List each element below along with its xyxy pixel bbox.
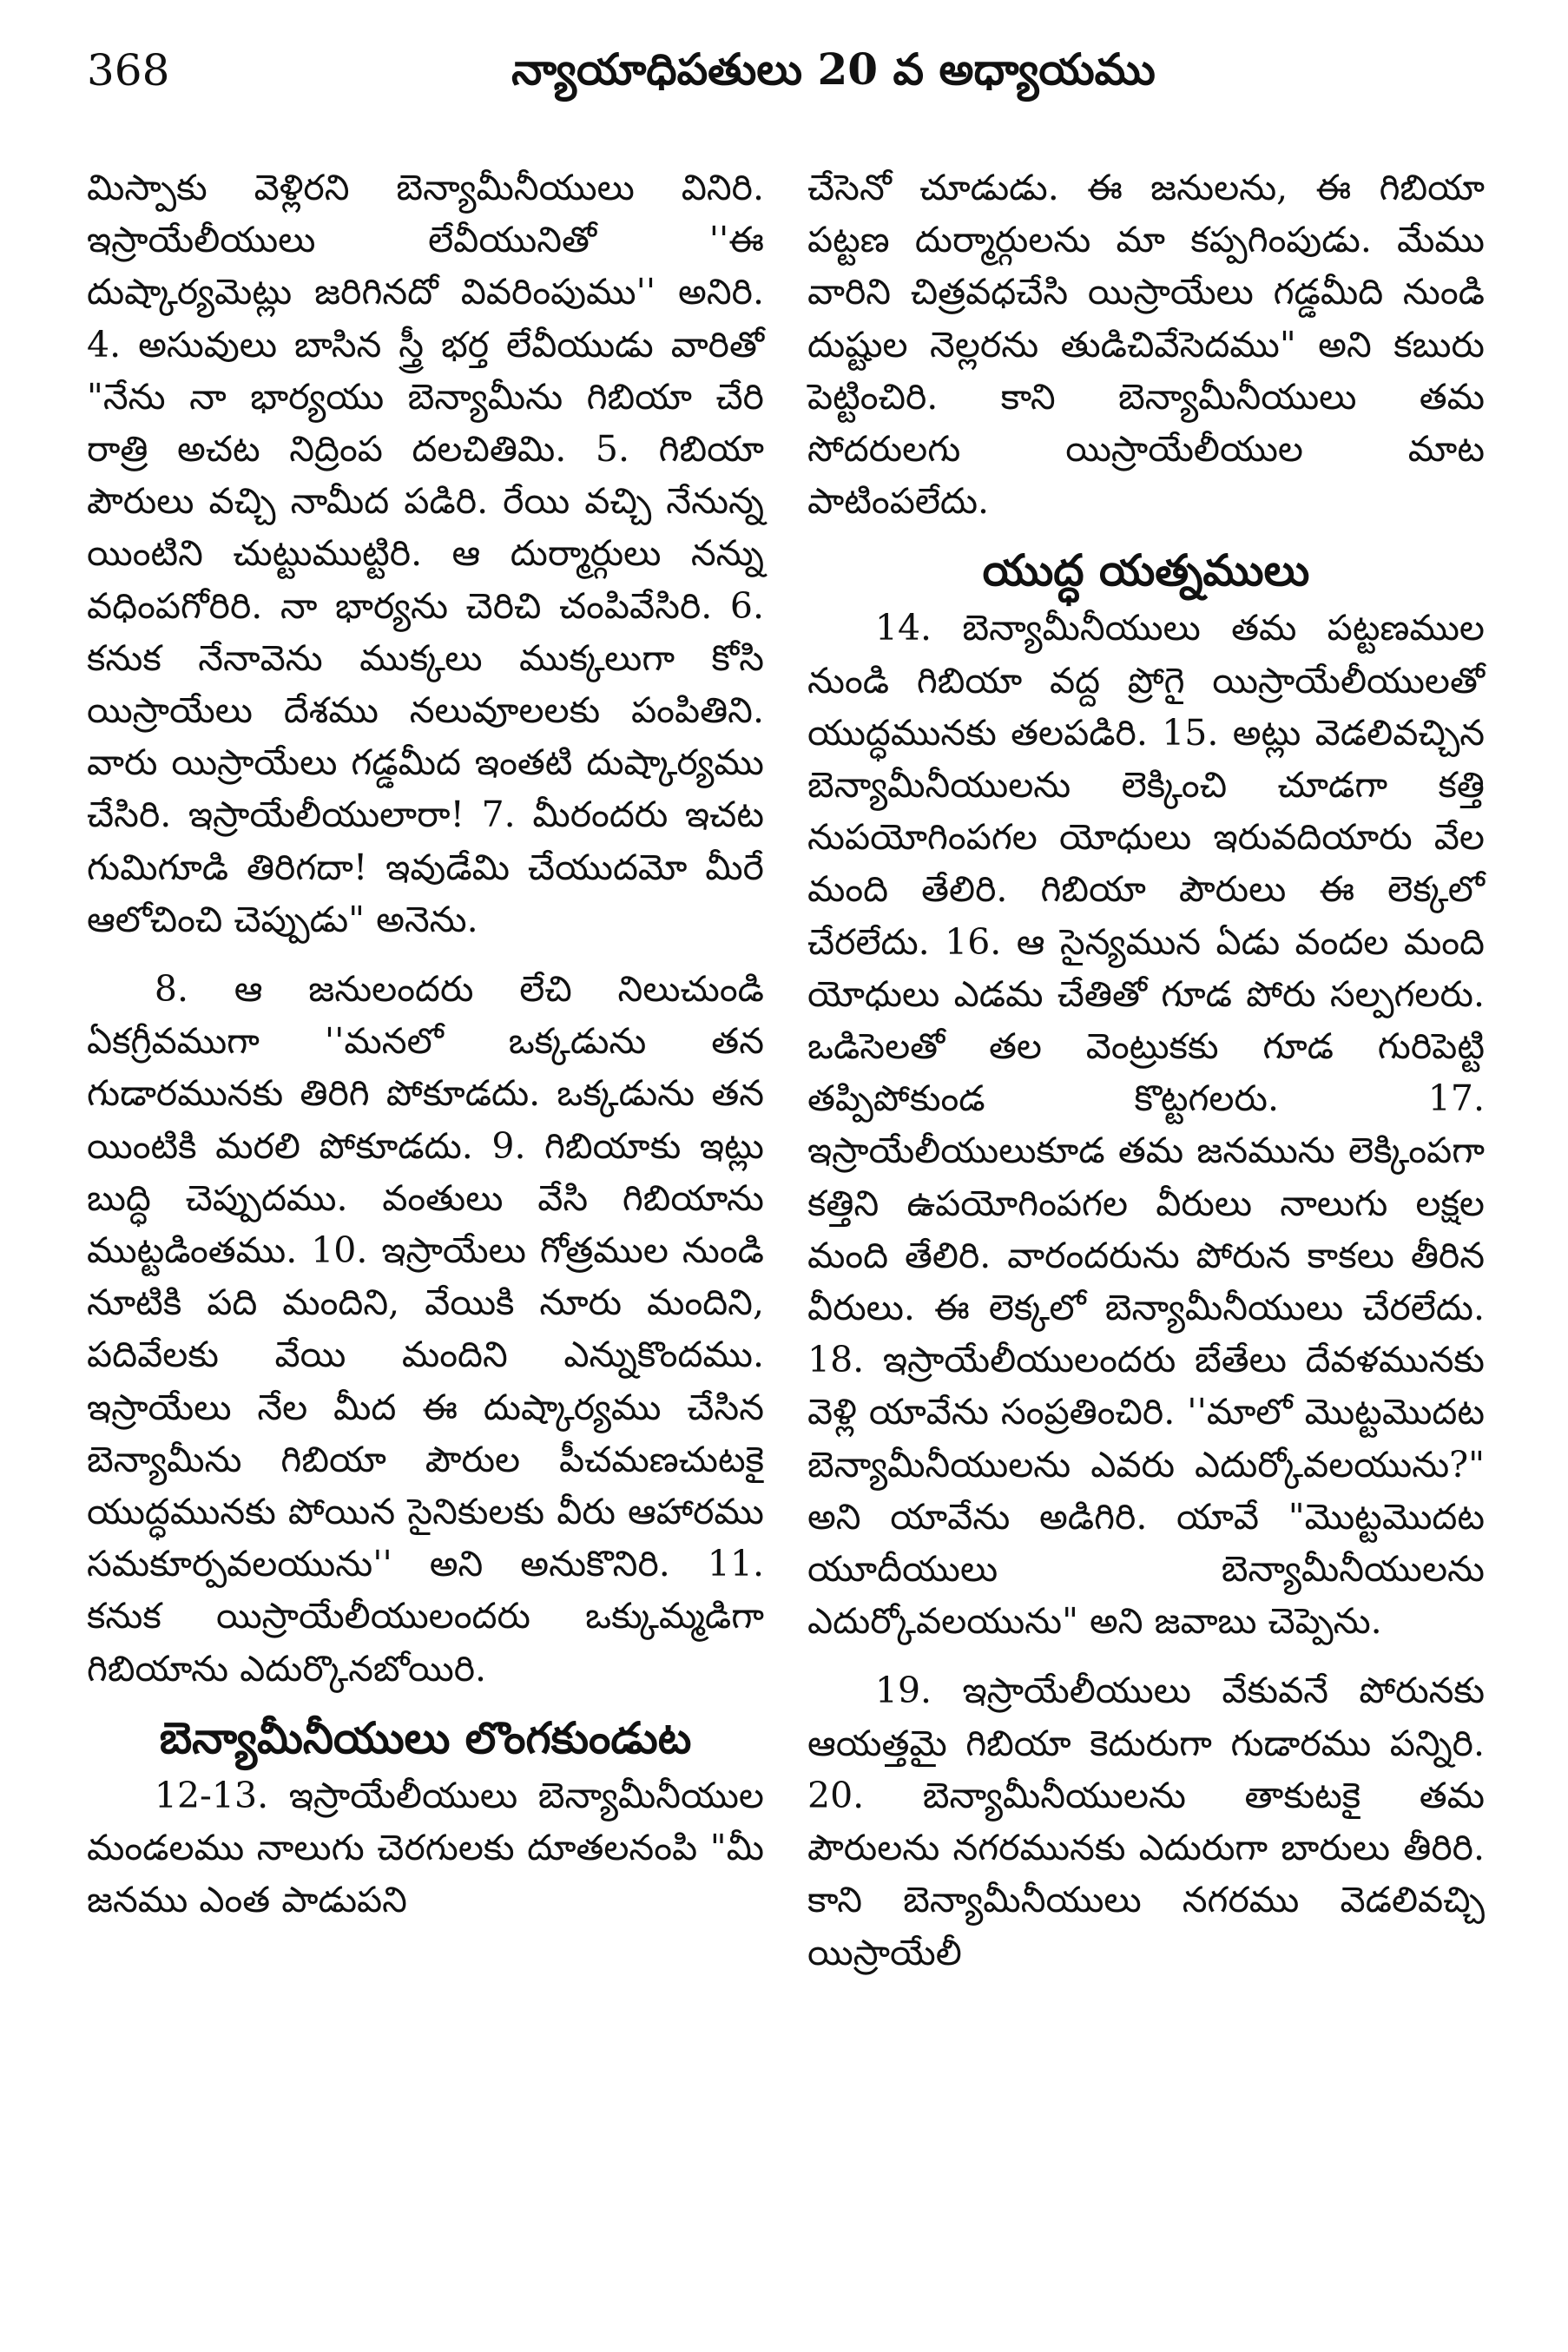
right-column	[807, 161, 1485, 1979]
section-heading: బెన్యామీనీయులు లొంగకుండుట	[159, 1711, 692, 1763]
paragraph: చేసెనో చూడుడు. ఈ జనులను, ఈ గిబియా పట్టణ దుర్మార్గులను మా కప్పగింపుడు. మేము వారిని చిత్రవధచేసి యిస్రాయేలు గడ్డమీది నుండి దుష్టుల నెల్లరను తుడిచివేసెదము" అని కబురు పెట్టించిరి. కాని బెన్యామీనీయులు తమ సోదరులగు యిస్రాయేలీయుల మాట పాటింపలేదు.	[807, 167, 1485, 523]
section-heading: యుద్ధ యత్నములు	[982, 544, 1310, 596]
paragraph: 12-13. ఇస్రాయేలీయులు బెన్యామీనీయుల మండలము నాలుగు చెరగులకు దూతలనంపి "మీ జనము ఎంత పాడుపని	[87, 1774, 764, 1921]
paragraph: మిస్పాకు వెళ్లిరని బెన్యామీనీయులు వినిరి. ఇస్రాయేలీయులు లేవీయునితో ''ఈ దుష్కార్యమెట్లు జరిగినదో వివరింపుము'' అనిరి. 4. అసువులు బాసిన స్త్రీ భర్త లేవీయుడు వారితో "నేను నా భార్యయు బెన్యామీను గిబియా చేరి రాత్రి అచట నిద్రింప దలచితిమి. 5. గిబియా పౌరులు వచ్చి నామీద పడిరి. రేయి వచ్చి నేనున్న యింటిని చుట్టుముట్టిరి. ఆ దుర్మార్గులు నన్ను వధింపగోరిరి. నా భార్యను చెరిచి చంపివేసిరి. 6. కనుక నేనావెను ముక్కలు ముక్కలుగా కోసి యిస్రాయేలు దేశము నలువూలలకు పంపితిని. వారు యిస్రాయేలు గడ్డమీద ఇంతటి దుష్కార్యము చేసిరి. ఇస్రాయేలీయులారా! 7. మీరందరు ఇచట గుమిగూడి తిరిగదా! ఇవుడేమి చేయుదమో మీరే ఆలోచించి చెప్పుడు" అనెను.	[87, 167, 764, 940]
page-number: 368	[87, 45, 170, 96]
running-title: న్యాయాధిపతులు 20 వ అధ్యాయము	[511, 43, 1156, 95]
paragraph: 8. ఆ జనులందరు లేచి నిలుచుండి ఏకగ్రీవముగా ''మనలో ఒక్కడును తన గుడారమునకు తిరిగి పోకూడదు. ఒక్కడును తన యింటికి మరలి పోకూడదు. 9. గిబియాకు ఇట్లు బుద్ధి చెప్పుదము. వంతులు వేసి గిబియాను ముట్టడింతము. 10. ఇస్రాయేలు గోత్రముల నుండి నూటికి పది మందిని, వేయికి నూరు మందిని, పదివేలకు వేయి మందిని ఎన్నుకొందము. ఇస్రాయేలు నేల మీద ఈ దుష్కార్యము చేసిన బెన్యామీను గిబియా పౌరుల పీచమణచుటకై యుద్ధమునకు పోయిన సైనికులకు వీరు ఆహారము సమకూర్పవలయును'' అని అనుకొనిరి. 11. కనుక యిస్రాయేలీయులందరు ఒక్కుమ్మడిగా గిబియాను ఎదుర్కొనబోయిరి.	[87, 968, 764, 1690]
left-column	[87, 161, 764, 1927]
page-header	[87, 40, 1481, 118]
paragraph: 19. ఇస్రాయేలీయులు వేకువనే పోరునకు ఆయత్తమై గిబియా కెదురుగా గుడారము పన్నిరి. 20. బెన్యామీనీయులను తాకుటకై తమ పౌరులను నగరమునకు ఎదురుగా బారులు తీరిరి. కాని బెన్యామీనీయులు నగరము వెడలివచ్చి యిస్రాయేలీ	[807, 1670, 1485, 1973]
paragraph: 14. బెన్యామీనీయులు తమ పట్టణముల నుండి గిబియా వద్ద ప్రోగై యిస్రాయేలీయులతో యుద్ధమునకు తలపడిరి. 15. అట్లు వెడలివచ్చిన బెన్యామీనీయులను లెక్కించి చూడగా కత్తి నుపయోగింపగల యోధులు ఇరువదియారు వేల మంది తేలిరి. గిబియా పౌరులు ఈ లెక్కలో చేరలేదు. 16. ఆ సైన్యమున ఏడు వందల మంది యోధులు ఎడమ చేతితో గూడ పోరు సల్పగలరు. ఒడిసెలతో తల వెంట్రుకకు గూడ గురిపెట్టి తప్పిపోకుండ కొట్టగలరు. 17. ఇస్రాయేలీయులుకూడ తమ జనమును లెక్కింపగా కత్తిని ఉపయోగింపగల వీరులు నాలుగు లక్షల మంది తేలిరి. వారందరును పోరున కాకలు తీరిన వీరులు. ఈ లెక్కలో బెన్యామీనీయులు చేరలేదు. 18. ఇస్రాయేలీయులందరు బేతేలు దేవళమునకు వెళ్లి యావేను సంప్రతించిరి. ''మాలో మొట్టమొదట బెన్యామీనీయులను ఎవరు ఎదుర్కోవలయును?" అని యావేను అడిగిరి. యావే "మొట్టమొదట యూదీయులు బెన్యామీనీయులను ఎదుర్కోవలయును" అని జవాబు చెప్పెను.	[807, 607, 1485, 1643]
